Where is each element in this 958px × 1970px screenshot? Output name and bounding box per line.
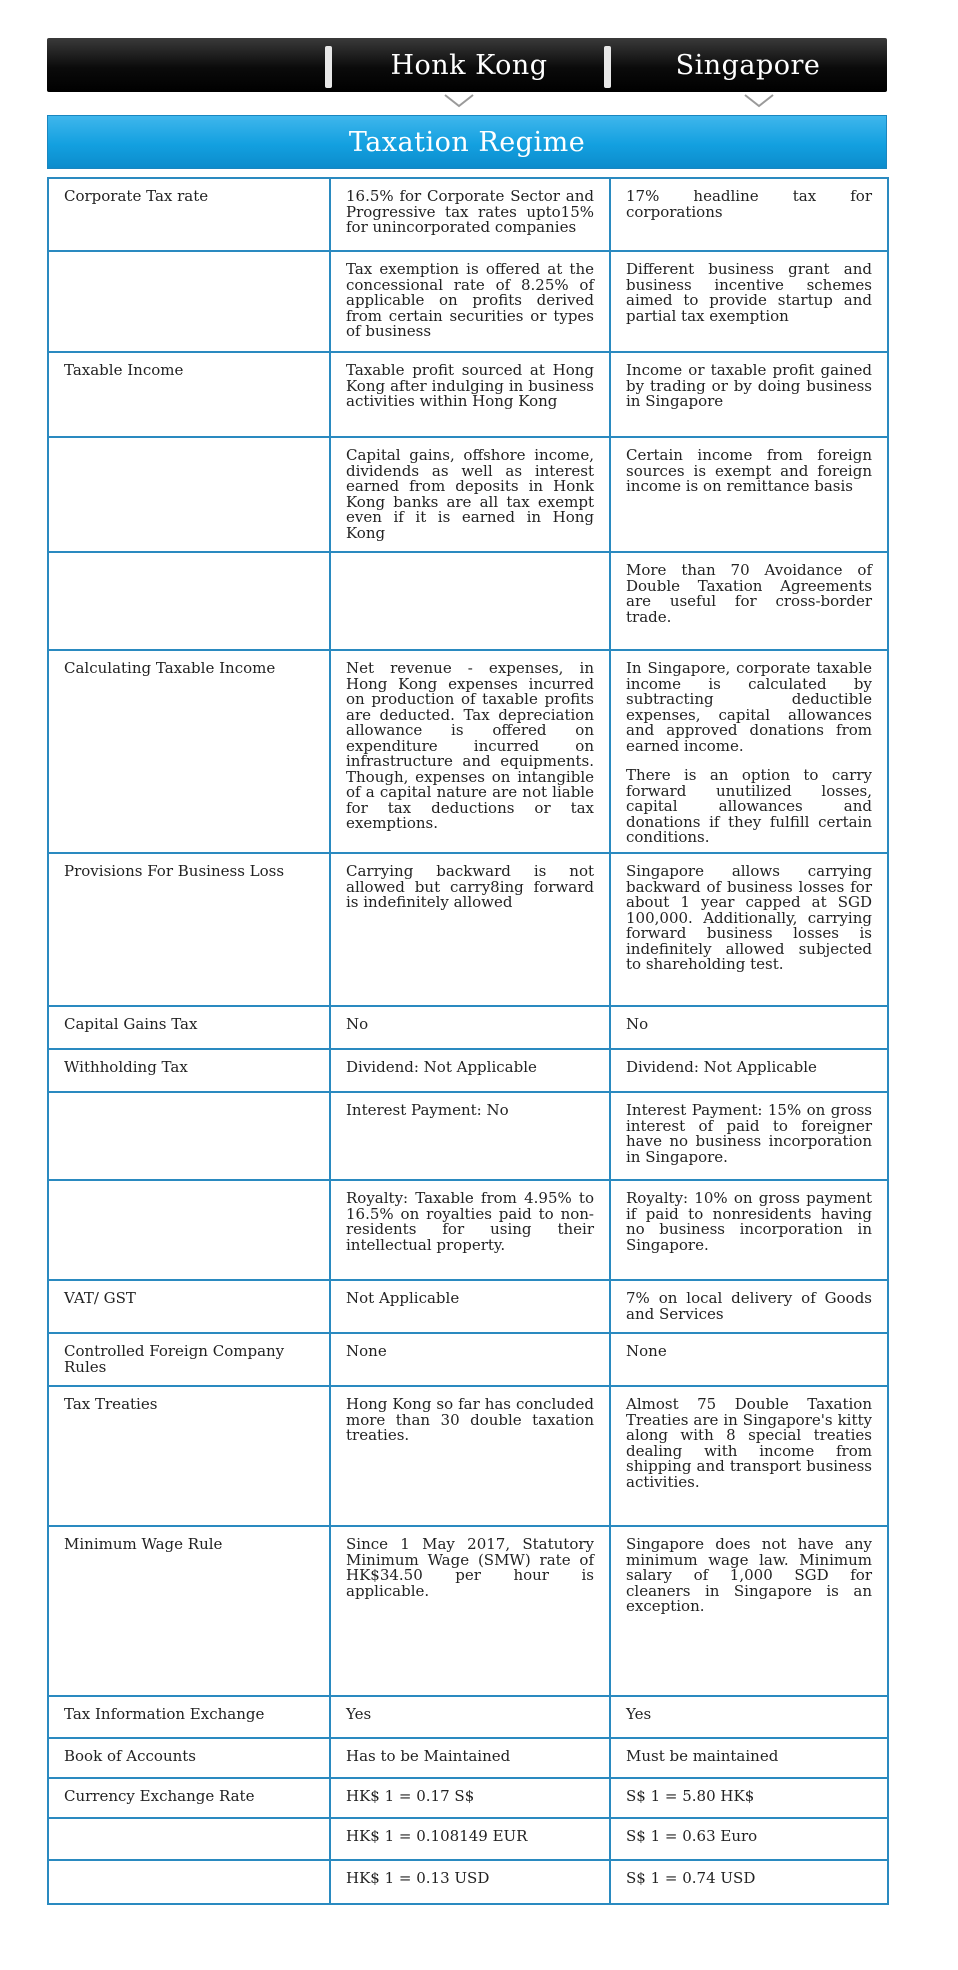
comparison-infographic bbox=[47, 38, 887, 1887]
singapore-cell bbox=[610, 853, 888, 1006]
singapore-cell bbox=[610, 1696, 888, 1738]
row-label: Minimum Wage Rule bbox=[48, 1526, 330, 1696]
table-row bbox=[48, 650, 888, 853]
cell-text: S$ 1 = 5.80 HK$ bbox=[626, 1787, 755, 1805]
cell-text: 16.5% for Corporate Sector and Progressive tax rates upto15% for unincorporated companies bbox=[346, 187, 594, 236]
cell-text: None bbox=[626, 1342, 667, 1360]
hong-kong-cell bbox=[330, 1696, 610, 1738]
header-hong-kong: Honk Kong bbox=[390, 49, 548, 81]
cell-text: S$ 1 = 0.74 USD bbox=[626, 1869, 756, 1887]
hong-kong-cell bbox=[330, 1738, 610, 1778]
hong-kong-cell bbox=[330, 853, 610, 1006]
singapore-cell bbox=[610, 650, 888, 853]
cell-text: Singapore allows carrying backward of business losses for about 1 year capped at SGD 100,000. Additionally, carrying forward business losses is indefinitely allowed subjected to shareholding test. bbox=[626, 862, 872, 973]
cell-text: 17% headline tax for corporations bbox=[626, 187, 872, 221]
cell-text: Interest Payment: No bbox=[346, 1101, 509, 1119]
cell-text: No bbox=[346, 1015, 369, 1033]
hong-kong-cell bbox=[330, 1333, 610, 1386]
row-label bbox=[48, 1180, 330, 1280]
row-label: Calculating Taxable Income bbox=[48, 650, 330, 853]
cell-text: Not Applicable bbox=[346, 1289, 460, 1307]
singapore-cell bbox=[610, 1333, 888, 1386]
header-singapore: Singapore bbox=[675, 49, 821, 81]
table-row bbox=[48, 1778, 888, 1818]
row-label: Currency Exchange Rate bbox=[48, 1778, 330, 1818]
hong-kong-cell bbox=[330, 1092, 610, 1180]
cell-text: Royalty: 10% on gross payment if paid to nonresidents having no business incorporation in Singapore. bbox=[626, 1189, 872, 1254]
cell-text: Interest Payment: 15% on gross interest of paid to foreigner have no business incorporation in Singapore. bbox=[626, 1101, 872, 1166]
cell-text: Must be maintained bbox=[626, 1747, 779, 1765]
row-label: Corporate Tax rate bbox=[48, 178, 330, 251]
cell-text: Taxable profit sourced at Hong Kong after indulging in business activities within Hong Kong bbox=[346, 361, 594, 410]
cell-text: Different business grant and business incentive schemes aimed to provide startup and partial tax exemption bbox=[626, 260, 872, 325]
row-label: Capital Gains Tax bbox=[48, 1006, 330, 1049]
hong-kong-cell bbox=[330, 1049, 610, 1092]
singapore-cell bbox=[610, 251, 888, 352]
cell-text: Tax exemption is offered at the concessional rate of 8.25% of applicable on profits derived from certain securities or types of business bbox=[346, 260, 594, 340]
table-row bbox=[48, 1860, 888, 1904]
row-label bbox=[48, 1818, 330, 1860]
cell-text: Net revenue - expenses, in Hong Kong expenses incurred on production of taxable profits are deducted. Tax depreciation allowance is offered on expenditure incurred on infrastructure and equipments. Though, expenses on intangible of a capital nature are not liable for tax deductions or tax exemptions. bbox=[346, 659, 594, 832]
table-row bbox=[48, 352, 888, 437]
hong-kong-cell bbox=[330, 352, 610, 437]
hong-kong-cell bbox=[330, 1180, 610, 1280]
hong-kong-cell bbox=[330, 1818, 610, 1860]
cell-text: Dividend: Not Applicable bbox=[626, 1058, 817, 1076]
singapore-cell bbox=[610, 1818, 888, 1860]
table-row bbox=[48, 1696, 888, 1738]
hong-kong-cell bbox=[330, 1526, 610, 1696]
cell-text: Since 1 May 2017, Statutory Minimum Wage (SMW) rate of HK$34.50 per hour is applicable. bbox=[346, 1535, 594, 1600]
row-label bbox=[48, 251, 330, 352]
hong-kong-cell bbox=[330, 650, 610, 853]
cell-text: Dividend: Not Applicable bbox=[346, 1058, 537, 1076]
table-row bbox=[48, 1386, 888, 1526]
cell-text: No bbox=[626, 1015, 649, 1033]
singapore-cell bbox=[610, 178, 888, 251]
singapore-cell bbox=[610, 1526, 888, 1696]
cell-text: S$ 1 = 0.63 Euro bbox=[626, 1827, 758, 1845]
table-row bbox=[48, 1738, 888, 1778]
table-row bbox=[48, 1818, 888, 1860]
table-row bbox=[48, 178, 888, 251]
hong-kong-cell bbox=[330, 552, 610, 650]
cell-text: In Singapore, corporate taxable income is calculated by subtracting deductible expenses, capital allowances and approved donations from earned income. bbox=[626, 659, 872, 755]
hong-kong-cell bbox=[330, 437, 610, 552]
hong-kong-cell bbox=[330, 1006, 610, 1049]
cell-text: Capital gains, offshore income, dividends as well as interest earned from deposits in Honk Kong banks are all tax exempt even if it is earned in Hong Kong bbox=[346, 446, 594, 542]
cell-text: None bbox=[346, 1342, 387, 1360]
hong-kong-cell bbox=[330, 1386, 610, 1526]
cell-text: There is an option to carry forward unutilized losses, capital allowances and donations if they fulfill certain conditions. bbox=[626, 766, 872, 846]
singapore-cell bbox=[610, 1049, 888, 1092]
cell-text: Has to be Maintained bbox=[346, 1747, 511, 1765]
singapore-cell bbox=[610, 1738, 888, 1778]
table-row bbox=[48, 251, 888, 352]
row-label bbox=[48, 552, 330, 650]
singapore-cell bbox=[610, 552, 888, 650]
table-row bbox=[48, 1049, 888, 1092]
row-label: Provisions For Business Loss bbox=[48, 853, 330, 1006]
chevron-down-icon bbox=[744, 94, 774, 108]
chevron-down-icon bbox=[444, 94, 474, 108]
cell-text: HK$ 1 = 0.13 USD bbox=[346, 1869, 490, 1887]
cell-text: HK$ 1 = 0.108149 EUR bbox=[346, 1827, 528, 1845]
row-label: Tax Treaties bbox=[48, 1386, 330, 1526]
table-row bbox=[48, 1092, 888, 1180]
table-row bbox=[48, 1526, 888, 1696]
row-label: Controlled Foreign Company Rules bbox=[48, 1333, 330, 1386]
cell-text: 7% on local delivery of Goods and Services bbox=[626, 1289, 872, 1323]
cell-text: Income or taxable profit gained by trading or by doing business in Singapore bbox=[626, 361, 872, 410]
row-label: Book of Accounts bbox=[48, 1738, 330, 1778]
hong-kong-cell bbox=[330, 1778, 610, 1818]
row-label: VAT/ GST bbox=[48, 1280, 330, 1333]
row-label bbox=[48, 1092, 330, 1180]
cell-text: More than 70 Avoidance of Double Taxation Agreements are useful for cross-border trade. bbox=[626, 561, 872, 626]
column-header-bar bbox=[47, 38, 887, 92]
cell-text: HK$ 1 = 0.17 S$ bbox=[346, 1787, 475, 1805]
row-label: Tax Information Exchange bbox=[48, 1696, 330, 1738]
singapore-cell bbox=[610, 1386, 888, 1526]
cell-text: Carrying backward is not allowed but carry8ing forward is indefinitely allowed bbox=[346, 862, 594, 911]
cell-text: Almost 75 Double Taxation Treaties are in Singapore's kitty along with 8 special treaties dealing with income from shipping and transport business activities. bbox=[626, 1395, 872, 1491]
cell-text: Yes bbox=[346, 1705, 372, 1723]
singapore-cell bbox=[610, 1092, 888, 1180]
row-label: Taxable Income bbox=[48, 352, 330, 437]
table-row bbox=[48, 552, 888, 650]
cell-text: Hong Kong so far has concluded more than 30 double taxation treaties. bbox=[346, 1395, 594, 1444]
singapore-cell bbox=[610, 1180, 888, 1280]
table-row bbox=[48, 437, 888, 552]
table-row bbox=[48, 1280, 888, 1333]
singapore-cell bbox=[610, 1280, 888, 1333]
singapore-cell bbox=[610, 1778, 888, 1818]
singapore-cell bbox=[610, 352, 888, 437]
row-label bbox=[48, 437, 330, 552]
table-row bbox=[48, 853, 888, 1006]
cell-text: Certain income from foreign sources is exempt and foreign income is on remittance basis bbox=[626, 446, 872, 495]
cell-text: Singapore does not have any minimum wage law. Minimum salary of 1,000 SGD for cleaners in Singapore is an exception. bbox=[626, 1535, 872, 1615]
section-title: Taxation Regime bbox=[47, 115, 887, 169]
row-label: Withholding Tax bbox=[48, 1049, 330, 1092]
hong-kong-cell bbox=[330, 178, 610, 251]
table-row bbox=[48, 1006, 888, 1049]
cell-text: Yes bbox=[626, 1705, 652, 1723]
row-label bbox=[48, 1860, 330, 1904]
hong-kong-cell bbox=[330, 1280, 610, 1333]
hong-kong-cell bbox=[330, 1860, 610, 1904]
table-row bbox=[48, 1333, 888, 1386]
hong-kong-cell bbox=[330, 251, 610, 352]
singapore-cell bbox=[610, 1006, 888, 1049]
singapore-cell bbox=[610, 1860, 888, 1904]
taxation-table bbox=[47, 177, 889, 1905]
table-row bbox=[48, 1180, 888, 1280]
singapore-cell bbox=[610, 437, 888, 552]
cell-text: Royalty: Taxable from 4.95% to 16.5% on royalties paid to non-residents for using their intellectual property. bbox=[346, 1189, 594, 1254]
